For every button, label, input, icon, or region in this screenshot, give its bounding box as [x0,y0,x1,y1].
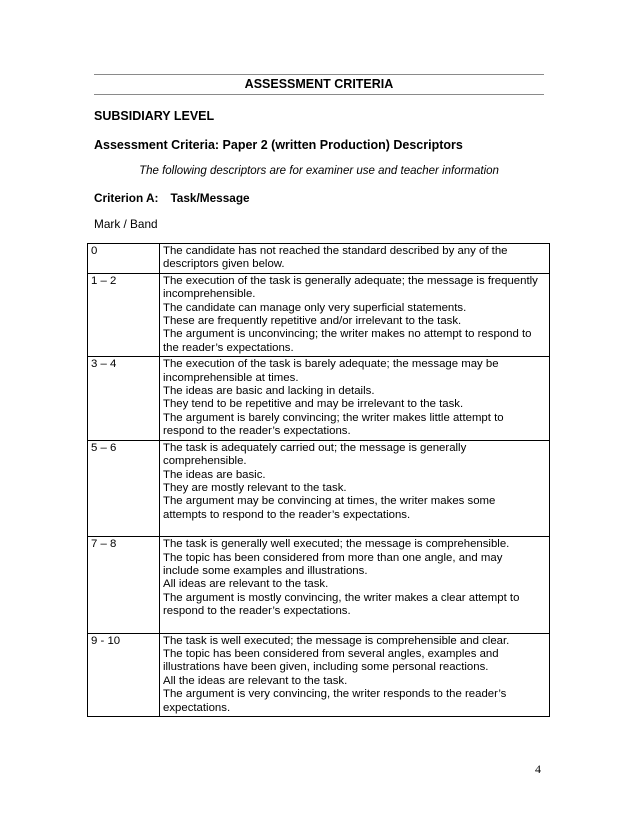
descriptor-line: the reader’s expectations. [163,341,294,354]
descriptor-line: The candidate has not reached the standard described by any of the [163,245,508,257]
band-cell: 5 – 6 [88,440,160,536]
table-row [88,244,550,274]
band-cell: 9 - 10 [88,633,160,716]
descriptor-line: The task is generally well executed; the message is comprehensible. [163,538,510,551]
descriptor-line: The argument may be convincing at times, the writer makes some [163,495,496,508]
descriptor-line: The task is well executed; the message is comprehensible and clear. [163,634,510,647]
descriptor-line: They are mostly relevant to the task. [163,481,347,494]
descriptor-line: illustrations have been given, including some personal reactions. [163,661,489,674]
page-number: 4 [535,762,541,776]
criteria-table-body [88,244,550,717]
table-row [88,537,550,633]
descriptor-line: They tend to be repetitive and may be irrelevant to the task. [163,398,464,411]
descriptor-line: respond to the reader’s expectations. [163,425,351,438]
descriptor-line: incomprehensible. [163,288,256,301]
mark-band-label: Mark / Band [94,217,158,231]
descriptor-line: attempts to respond to the reader’s expectations. [163,508,411,521]
descriptor-line: The argument is mostly convincing, the writer makes a clear attempt to [163,591,520,604]
descriptor-line: comprehensible. [163,455,247,468]
descriptor-line: All ideas are relevant to the task. [163,578,329,591]
title-underline-rule [94,94,544,95]
band-cell: 7 – 8 [88,537,160,633]
descriptor-line: The ideas are basic. [163,468,266,481]
descriptor-line: All the ideas are relevant to the task. [163,674,348,687]
descriptor-line: descriptors given below. [163,258,285,271]
descriptor-cell [160,537,550,633]
descriptor-line: The ideas are basic and lacking in details. [163,385,375,398]
descriptor-cell [160,244,550,274]
level-heading: SUBSIDIARY LEVEL [94,109,215,123]
descriptor-line: These are frequently repetitive and/or irrelevant to the task. [163,315,462,328]
descriptor-line: The execution of the task is barely adequate; the message may be [163,358,499,371]
section-subtitle: Assessment Criteria: Paper 2 (written Production) Descriptors [94,138,463,152]
criterion-label: Criterion A: [94,191,159,205]
criteria-table [87,243,550,717]
descriptor-cell [160,357,550,440]
descriptor-note: The following descriptors are for examiner use and teacher information [139,165,499,177]
descriptor-line: incomprehensible at times. [163,371,299,384]
descriptor-line: The argument is very convincing, the writer responds to the reader’s [163,688,507,701]
criterion-heading [94,191,250,205]
top-rule [94,74,544,75]
criterion-name: Task/Message [170,191,250,205]
descriptor-line: The candidate can manage only very superficial statements. [163,301,467,314]
descriptor-line: respond to the reader’s expectations. [163,605,351,618]
descriptor-line: The execution of the task is generally adequate; the message is frequently [163,274,538,287]
descriptor-line: The topic has been considered from several angles, examples and [163,647,499,660]
descriptor-line: The topic has been considered from more than one angle, and may [163,551,503,564]
table-row [88,440,550,536]
band-cell: 1 – 2 [88,273,160,356]
table-row [88,357,550,440]
table-row [88,273,550,356]
descriptor-line: expectations. [163,701,231,714]
band-cell: 0 [88,244,160,274]
descriptor-line: The argument is unconvincing; the writer makes no attempt to respond to [163,328,532,341]
descriptor-cell [160,273,550,356]
descriptor-cell [160,440,550,536]
descriptor-cell [160,633,550,716]
descriptor-line: include some examples and illustrations. [163,564,368,577]
descriptor-line: The argument is barely convincing; the writer makes little attempt to [163,411,504,424]
table-row [88,633,550,716]
band-cell: 3 – 4 [88,357,160,440]
page-title: ASSESSMENT CRITERIA [244,77,394,91]
descriptor-line: The task is adequately carried out; the message is generally [163,441,467,454]
